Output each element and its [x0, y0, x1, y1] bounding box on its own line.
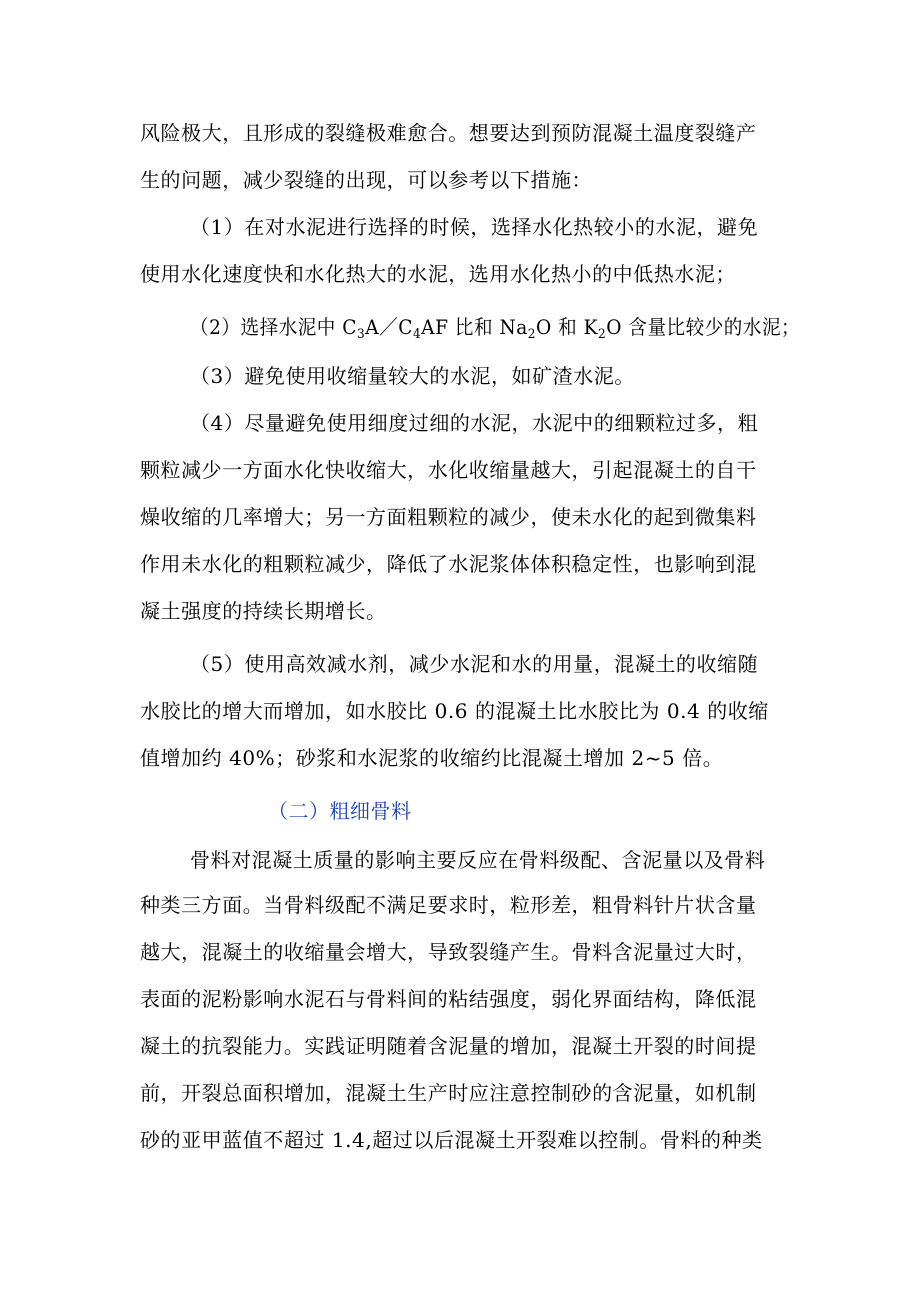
item-4-line-2: 颗粒减少一方面水化快收缩大，水化收缩量越大，引起混凝土的自干 — [140, 458, 757, 482]
section-body-line-7: 砂的亚甲蓝值不超过 1.4,超过以后混凝土开裂难以控制。骨料的种类 — [140, 1128, 763, 1152]
item-2-part-4: O 和 K — [535, 315, 599, 339]
item-4-line-3: 燥收缩的几率增大；另一方面粗颗粒的减少，使未水化的起到微集料 — [140, 505, 757, 529]
item-5-line-3: 值增加约 40%；砂浆和水泥浆的收缩约比混凝土增加 2~5 倍。 — [140, 746, 724, 770]
section-body-line-3: 越大，混凝土的收缩量会增大，导致裂缝产生。骨料含泥量过大时， — [140, 940, 757, 964]
item-4-line-1: （4）尽量避免使用细度过细的水泥，水泥中的细颗粒过多，粗 — [190, 411, 759, 435]
item-4-line-4: 作用未水化的粗颗粒减少，降低了水泥浆体体积稳定性，也影响到混 — [140, 552, 757, 576]
item-2-sub-4: 2 — [598, 327, 607, 342]
section-body-line-2: 种类三方面。当骨料级配不满足要求时，粒形差，粗骨料针片状含量 — [140, 893, 757, 917]
item-2-sub-1: 3 — [357, 327, 366, 342]
section-body-line-5: 凝土的抗裂能力。实践证明随着含泥量的增加，混凝土开裂的时间提 — [140, 1034, 757, 1058]
item-3-line-1: （3）避免使用收缩量较大的水泥，如矿渣水泥。 — [190, 364, 635, 388]
intro-line-1: 风险极大，且形成的裂缝极难愈合。想要达到预防混凝土温度裂缝产 — [140, 121, 757, 145]
item-2-sub-2: 4 — [412, 327, 422, 342]
item-1-line-1: （1）在对水泥进行选择的时候，选择水化热较小的水泥，避免 — [190, 215, 759, 239]
item-4-line-5: 凝土强度的持续长期增长。 — [140, 599, 387, 623]
item-2-part-3: AF 比和 Na — [421, 315, 528, 339]
item-5-line-2: 水胶比的增大而增加，如水胶比 0.6 的混凝土比水胶比为 0.4 的收缩 — [140, 699, 769, 723]
item-2-part-2: A／C — [365, 315, 413, 339]
item-1-line-2: 使用水化速度快和水化热大的水泥，选用水化热小的中低热水泥； — [140, 262, 736, 286]
section-heading: （二）粗细骨料 — [268, 799, 412, 823]
item-2-suffix: O 含量比较少的水泥； — [606, 315, 801, 339]
section-body-line-4: 表面的泥粉影响水泥石与骨料间的粘结强度，弱化界面结构，降低混 — [140, 987, 757, 1011]
intro-line-2: 生的问题，减少裂缝的出现，可以参考以下措施： — [140, 168, 593, 192]
section-body-line-6: 前，开裂总面积增加，混凝土生产时应注意控制砂的含泥量，如机制 — [140, 1081, 757, 1105]
section-body-line-1: 骨料对混凝土质量的影响主要反应在骨料级配、含泥量以及骨料 — [190, 848, 766, 872]
item-5-line-1: （5）使用高效减水剂，减少水泥和水的用量，混凝土的收缩随 — [190, 652, 759, 676]
item-2-prefix: （2）选择水泥中 C — [190, 315, 358, 339]
item-2-sub-3: 2 — [527, 327, 536, 342]
item-2-line — [190, 313, 800, 341]
